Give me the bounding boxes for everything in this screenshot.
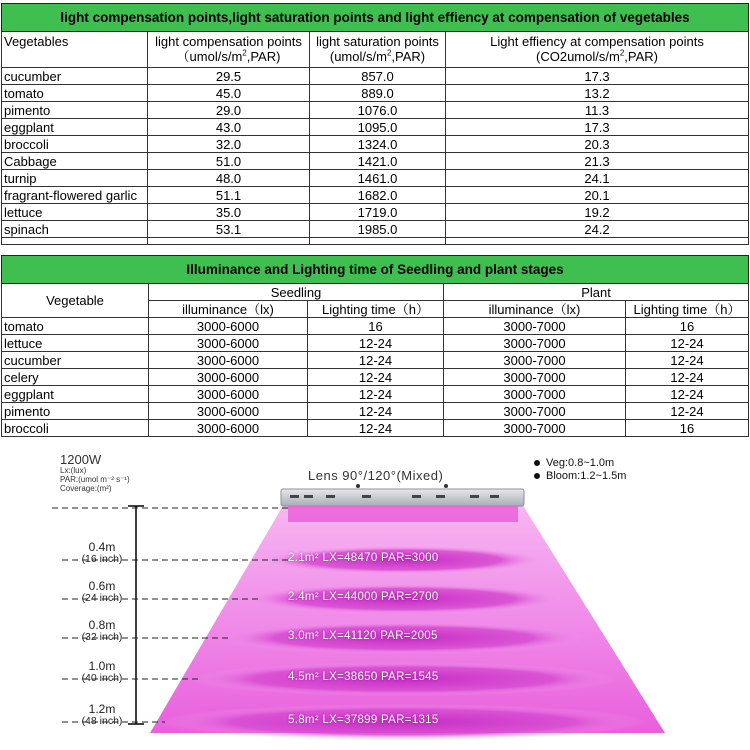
seedling-time-cell: 12-24 [308, 386, 444, 403]
table-row [2, 318, 749, 335]
header-seedling: Seedling [149, 284, 444, 301]
plant-time-cell: 12-24 [626, 335, 749, 352]
coverage-band-label: 4.5m² LX=38650 PAR=1545 [288, 671, 439, 683]
saturation-cell: 1421.0 [310, 153, 446, 170]
plant-time-cell: 12-24 [626, 369, 749, 386]
table-row [2, 386, 749, 403]
table2-title: Illuminance and Lighting time of Seedling and plant stages [2, 256, 749, 284]
units-legend: Lx:(lux) PAR:(umol m⁻² s⁻¹) Coverage:(m²) [60, 466, 130, 493]
vegetable-cell: turnip [2, 170, 148, 187]
compensation-cell: 32.0 [148, 136, 310, 153]
vegetable-cell: lettuce [2, 204, 148, 221]
coverage-band-label: 5.8m² LX=37899 PAR=1315 [288, 714, 439, 726]
plant-time-cell: 12-24 [626, 352, 749, 369]
efficiency-cell: 20.3 [446, 136, 749, 153]
header-vegetable: Vegetable [2, 284, 149, 318]
efficiency-cell: 20.1 [446, 187, 749, 204]
compensation-cell: 35.0 [148, 204, 310, 221]
vegetable-cell: broccoli [2, 420, 149, 437]
plant-illuminance-cell: 3000-7000 [444, 318, 626, 335]
table-row [2, 204, 749, 221]
vegetable-cell: tomato [2, 318, 149, 335]
seedling-illuminance-cell: 3000-6000 [149, 352, 308, 369]
seedling-illuminance-cell: 3000-6000 [149, 369, 308, 386]
plant-time-cell: 16 [626, 318, 749, 335]
height-label: 1.2m (48 inch) [81, 702, 123, 727]
seedling-illuminance-cell: 3000-6000 [149, 420, 308, 437]
vegetable-cell: eggplant [2, 119, 148, 136]
plant-illuminance-cell: 3000-7000 [444, 352, 626, 369]
compensation-cell: 45.0 [148, 85, 310, 102]
header-plant-lighting-time: Lighting time（h） [626, 301, 749, 318]
light-coverage-diagram [0, 448, 750, 750]
plant-illuminance-cell: 3000-7000 [444, 369, 626, 386]
compensation-cell: 29.5 [148, 68, 310, 85]
saturation-cell: 1461.0 [310, 170, 446, 187]
table-row [2, 102, 749, 119]
plant-illuminance-cell: 3000-7000 [444, 403, 626, 420]
height-label: 0.8m (32 inch) [81, 618, 123, 643]
efficiency-cell: 24.1 [446, 170, 749, 187]
compensation-cell: 29.0 [148, 102, 310, 119]
vegetable-cell: spinach [2, 221, 148, 238]
header-light-efficiency: Light effiency at compensation points $(CO2umol/s/m^2,PAR)$ [446, 32, 749, 68]
compensation-cell: 48.0 [148, 170, 310, 187]
table-row [2, 221, 749, 238]
vegetable-cell: pimento [2, 403, 149, 420]
efficiency-cell: 17.3 [446, 68, 749, 85]
header-vegetables: Vegetables [2, 32, 148, 68]
compensation-cell: 43.0 [148, 119, 310, 136]
table-row [2, 85, 749, 102]
wattage-label: 1200W [60, 452, 102, 467]
plant-time-cell: 12-24 [626, 403, 749, 420]
plant-illuminance-cell: 3000-7000 [444, 386, 626, 403]
seedling-illuminance-cell: 3000-6000 [149, 318, 308, 335]
header-plant: Plant [444, 284, 749, 301]
vegetable-cell: lettuce [2, 335, 149, 352]
saturation-cell: 889.0 [310, 85, 446, 102]
height-label: 0.6m (24 inch) [81, 579, 123, 604]
table-row [2, 119, 749, 136]
saturation-cell: 1985.0 [310, 221, 446, 238]
table1-title: light compensation points,light saturation points and light effiency at compensation of vegetables [2, 4, 749, 32]
height-label: 1.0m (40 inch) [81, 659, 123, 684]
vegetable-cell: broccoli [2, 136, 148, 153]
light-beam [150, 504, 665, 733]
saturation-cell: 1682.0 [310, 187, 446, 204]
efficiency-cell: 13.2 [446, 85, 749, 102]
plant-time-cell: 16 [626, 420, 749, 437]
seedling-time-cell: 12-24 [308, 420, 444, 437]
illuminance-table [1, 255, 749, 437]
table-row [2, 136, 749, 153]
seedling-time-cell: 12-24 [308, 335, 444, 352]
seedling-time-cell: 16 [308, 318, 444, 335]
table-row [2, 403, 749, 420]
compensation-cell: 51.1 [148, 187, 310, 204]
saturation-cell: 1095.0 [310, 119, 446, 136]
table-row [2, 369, 749, 386]
compensation-cell: 53.1 [148, 221, 310, 238]
saturation-cell: 1719.0 [310, 204, 446, 221]
efficiency-cell: 19.2 [446, 204, 749, 221]
table-row [2, 170, 749, 187]
table-row [2, 335, 749, 352]
vegetable-cell: pimento [2, 102, 148, 119]
efficiency-cell: 11.3 [446, 102, 749, 119]
header-light-saturation: light saturation points $(umol/s/m^2,PAR)$ [310, 32, 446, 68]
plant-time-cell: 12-24 [626, 386, 749, 403]
vegetable-cell: tomato [2, 85, 148, 102]
seedling-illuminance-cell: 3000-6000 [149, 386, 308, 403]
saturation-cell: 1324.0 [310, 136, 446, 153]
coverage-band-label: 2.4m² LX=44000 PAR=2700 [288, 591, 439, 603]
saturation-cell: 1076.0 [310, 102, 446, 119]
header-seedling-lighting-time: Lighting time（h） [308, 301, 444, 318]
table-row [2, 420, 749, 437]
coverage-band-label: 2.1m² LX=48470 PAR=3000 [288, 552, 439, 564]
bloom-height-label: Bloom:1.2~1.5m [546, 470, 627, 482]
seedling-time-cell: 12-24 [308, 352, 444, 369]
plant-illuminance-cell: 3000-7000 [444, 420, 626, 437]
table-row [2, 187, 749, 204]
vegetable-cell: celery [2, 369, 149, 386]
table-row [2, 68, 749, 85]
table-row [2, 153, 749, 170]
header-plant-illuminance: illuminance（lx) [444, 301, 626, 318]
vegetable-cell: cucumber [2, 352, 149, 369]
seedling-time-cell: 12-24 [308, 403, 444, 420]
lens-label: Lens 90°/120°(Mixed) [308, 468, 444, 483]
efficiency-cell: 21.3 [446, 153, 749, 170]
coverage-band-label: 3.0m² LX=41120 PAR=2005 [288, 630, 438, 642]
table-row [2, 352, 749, 369]
header-seedling-illuminance: illuminance（lx) [149, 301, 308, 318]
light-points-table [1, 3, 749, 245]
saturation-cell: 857.0 [310, 68, 446, 85]
vegetable-cell: cucumber [2, 68, 148, 85]
seedling-illuminance-cell: 3000-6000 [149, 403, 308, 420]
seedling-illuminance-cell: 3000-6000 [149, 335, 308, 352]
header-light-compensation: light compensation points $(umol/s/m^2,PAR)$ [148, 32, 310, 68]
height-label: 0.4m (16 inch) [81, 540, 123, 565]
compensation-cell: 51.0 [148, 153, 310, 170]
vegetable-cell: fragrant-flowered garlic [2, 187, 148, 204]
vegetable-cell: eggplant [2, 386, 149, 403]
seedling-time-cell: 12-24 [308, 369, 444, 386]
grow-lamp [281, 489, 524, 506]
efficiency-cell: 24.2 [446, 221, 749, 238]
plant-illuminance-cell: 3000-7000 [444, 335, 626, 352]
efficiency-cell: 17.3 [446, 119, 749, 136]
vegetable-cell: Cabbage [2, 153, 148, 170]
veg-height-label: Veg:0.8~1.0m [546, 457, 615, 469]
